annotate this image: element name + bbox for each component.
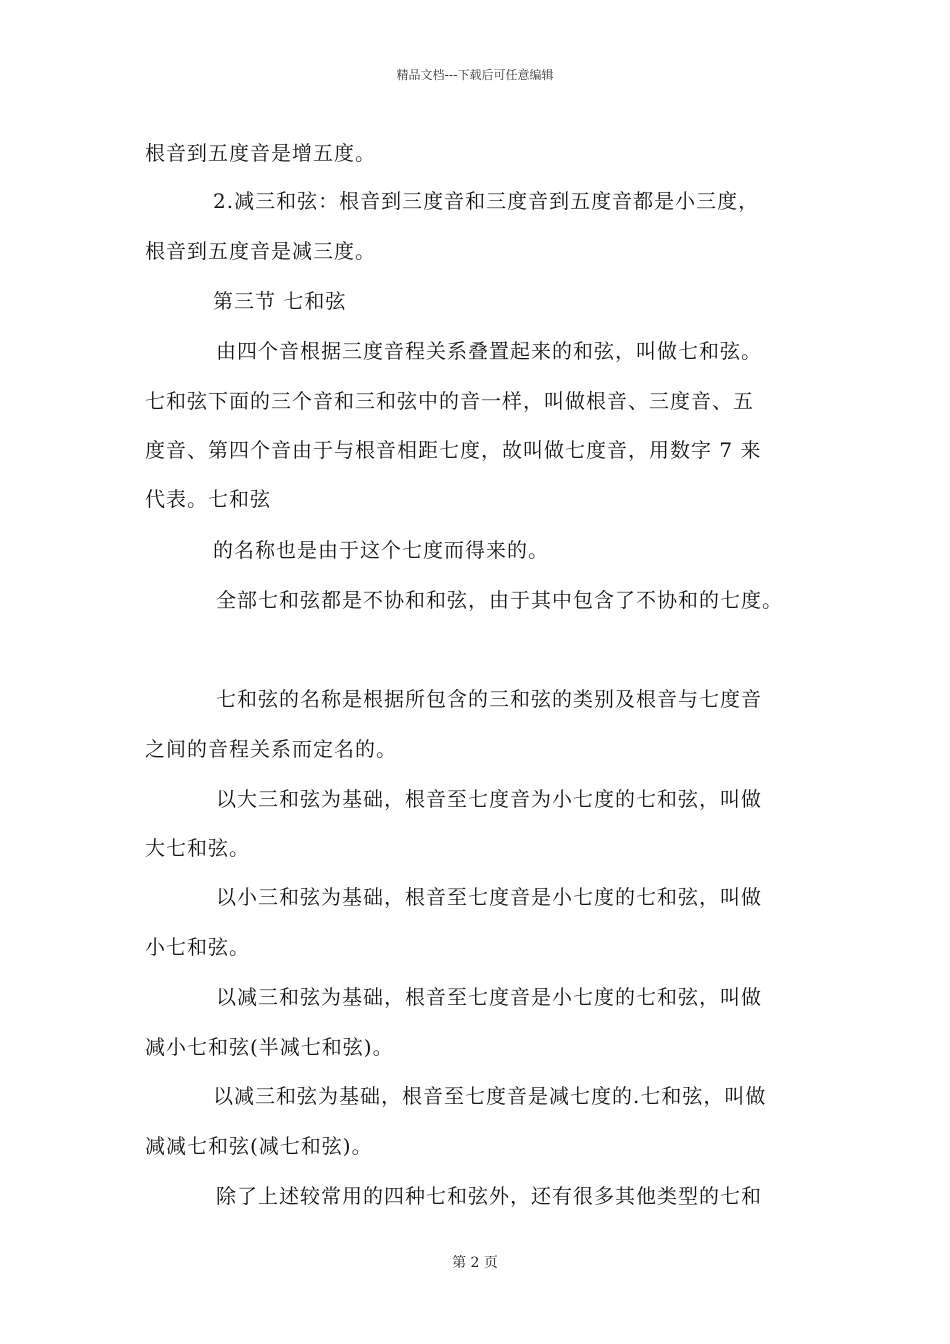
paragraph-line: 之间的音程关系而定名的。	[145, 737, 397, 761]
page-number: 第 2 页	[452, 1255, 498, 1271]
paragraph-line: 以减三和弦为基础，根音至七度音是减七度的.七和弦，叫做	[213, 1084, 767, 1108]
paragraph-line: 大七和弦。	[145, 836, 250, 860]
paragraph-line: 度音、第四个音由于与根音相距七度，故叫做七度音，用数字 7 来	[145, 438, 762, 462]
paragraph-line: 由四个音根据三度音程关系叠置起来的和弦，叫做七和弦。	[216, 339, 762, 363]
paragraph-line: 根音到五度音是减三度。	[145, 239, 376, 263]
paragraph-line: 除了上述较常用的四种七和弦外，还有很多其他类型的七和	[216, 1184, 762, 1208]
paragraph-line: 小七和弦。	[145, 935, 250, 959]
paragraph-line: 以小三和弦为基础，根音至七度音是小七度的七和弦，叫做	[216, 885, 762, 909]
paragraph-line: 的名称也是由于这个七度而得来的。	[213, 538, 549, 562]
section-heading: 第三节 七和弦	[213, 289, 347, 313]
paragraph-line: 减小七和弦(半减七和弦)。	[145, 1035, 394, 1059]
paragraph-line: 减减七和弦(减七和弦)。	[145, 1134, 373, 1158]
paragraph-line: 以减三和弦为基础，根音至七度音是小七度的七和弦，叫做	[216, 985, 762, 1009]
paragraph-line: 以大三和弦为基础，根音至七度音为小七度的七和弦，叫做	[216, 787, 762, 811]
paragraph-line: 2.减三和弦：根音到三度音和三度音到五度音都是小三度，	[213, 189, 760, 213]
page-header: 精品文档---下载后可任意编辑	[396, 68, 554, 82]
paragraph-line: 代表。七和弦	[145, 487, 271, 511]
paragraph-line: 七和弦的名称是根据所包含的三和弦的类别及根音与七度音	[216, 687, 762, 711]
paragraph-line: 根音到五度音是增五度。	[145, 141, 376, 165]
paragraph-line: 七和弦下面的三个音和三和弦中的音一样，叫做根音、三度音、五	[145, 389, 754, 413]
paragraph-line: 全部七和弦都是不协和和弦，由于其中包含了不协和的七度。	[216, 588, 783, 612]
